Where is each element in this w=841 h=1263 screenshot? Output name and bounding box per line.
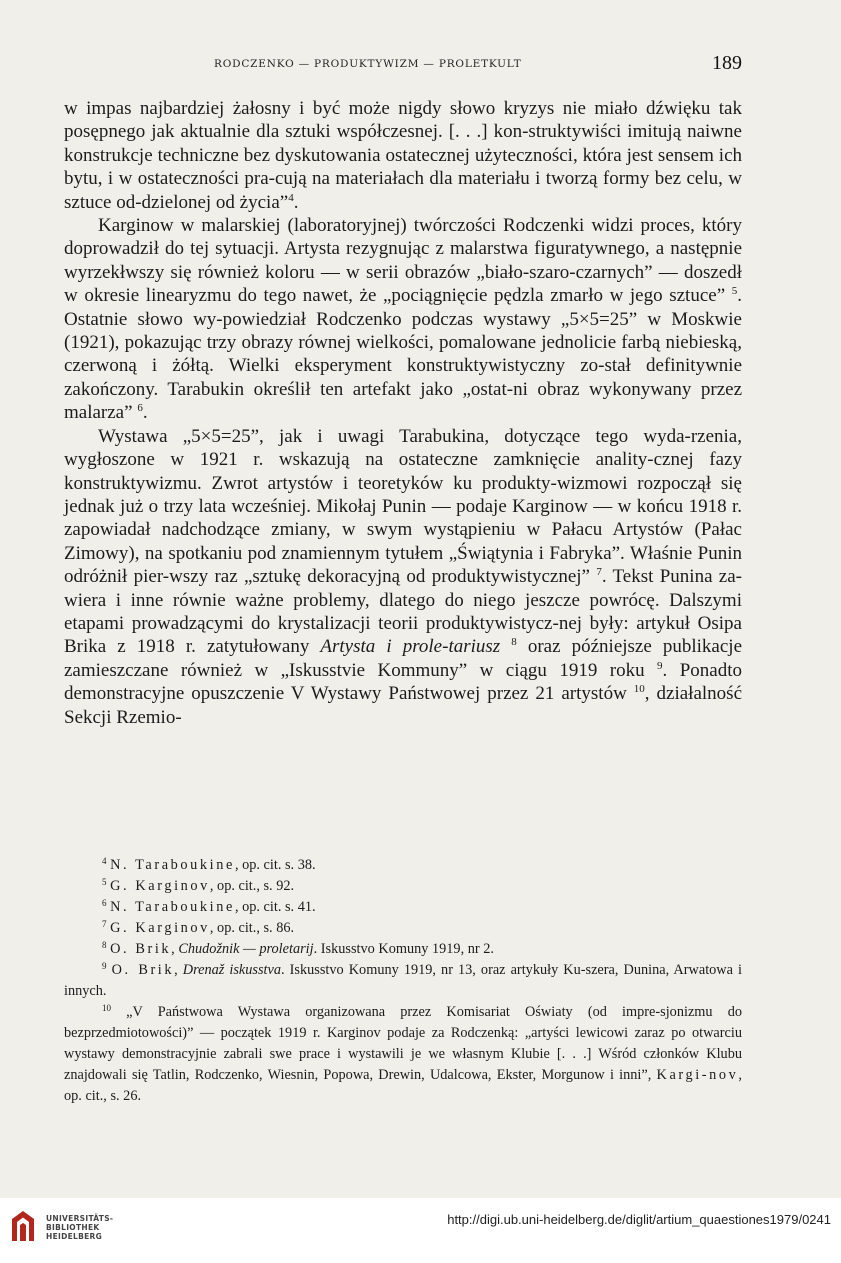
text-run: . Ostatnie słowo wy-powiedział Rodczenko podczas wystawy „5×5=25” w Moskwie (1921), pokazując trzy obrazy równej wielkości, pomalowane jednolicie farbą niebieską, czerwoną i żółtą. Wielki eksperyment konstruktywistyczny zo-stał definitywnie zakończony. Tarabukin określił ten artefakt jako „ostat-ni obraz wykonywany przez malarza” — [64, 285, 742, 424]
footnote-6 — [64, 897, 742, 918]
library-name-line: HEIDELBERG — [46, 1232, 103, 1241]
footnote-text: . Iskusstvo Komuny 1919, nr 13, oraz artykuły Ku-szera, Dunina, Arwatowa i innych. — [64, 962, 743, 999]
footnotes — [64, 855, 742, 1107]
footnote-4 — [64, 855, 742, 876]
footnote-title: Chudožnik — proletarij — [178, 941, 314, 957]
footnote-ref: 8 — [511, 636, 517, 649]
main-text — [64, 97, 742, 729]
footnote-author: N. Taraboukine — [110, 899, 235, 915]
text-run: , działalność Sekcji Rzemio- — [64, 683, 743, 728]
text-run: w impas najbardziej żałosny i być może nigdy słowo kryzys nie miało dźwięku tak posępnego jak aktualnie dla sztuki współczesnej. [. . .] kon-struktywiści imitują naiwne konstrukcje techniczne bez dyskutowania ostatecznej użyteczności, która jest sensem ich bytu, i w ostateczności pra-cują na materiałach dla materiału i tworzą formy bez celu, w sztuce od-dzielonej od życia” — [64, 98, 742, 213]
footnote-author: G. Karginov — [110, 920, 210, 936]
footnote-7 — [64, 918, 742, 939]
footnote-ref: 5 — [731, 285, 738, 298]
text-run: Karginow w malarskiej (laboratoryjnej) twórczości Rodczenki widzi proces, który doprowadził do tej sytuacji. Artysta rezygnując z malarstwa figuratywnego, a następnie wyrzekłwszy się również koloru — w serii obrazów „biało-szaro-czarnych” — doszedł w okresie linearyzmu do tego nawet, że „pociągnięcie pędzla zmarło w jego sztuce” — [64, 215, 742, 307]
footnote-number: 6 — [102, 898, 107, 908]
footnote-text: , op. cit., s. 26. — [64, 1067, 742, 1104]
footnote-author: N. Taraboukine — [110, 857, 235, 873]
footnote-number: 10 — [102, 1003, 111, 1013]
text-run: . — [142, 402, 148, 424]
footnote-separator: , — [171, 941, 179, 957]
footnote-ref: 6 — [137, 402, 143, 415]
footnote-author: G. Karginov — [110, 878, 210, 894]
footnote-9 — [64, 960, 742, 1002]
footnote-ref: 9 — [657, 659, 663, 672]
footnote-5 — [64, 876, 742, 897]
paragraph-2 — [64, 214, 742, 425]
library-name — [46, 1214, 113, 1241]
text-run: Wystawa „5×5=25”, jak i uwagi Tarabukina, dotyczące tego wyda-rzenia, wygłoszone w 1921 r. wskazują na ostateczne zamknięcie anality-cznej fazy konstruktywizmu. Zwrot artystów i teoretyków ku produkty-wizmowi rozpoczął się jednak już o trzy lata wcześniej. Mikołaj Punin — podaje Karginow — w końcu 1918 r. zapowiadał nadchodzące zmiany, w swym wystąpieniu w Pałacu Artystów (Pałac Zimowy), na spotkaniu pod znamiennym tytułem „Świątynia i Fabryka”. Właśnie Punin odróżnił pier-wszy raz „sztukę dekoracyjną od produktywistycznej” — [64, 425, 742, 588]
footnote-number: 9 — [102, 961, 107, 971]
paragraph-3 — [64, 425, 742, 729]
footnote-author: O. Brik — [111, 962, 175, 978]
text-run: oraz późniejsze publikacje zamieszczane również w „Iskusstvie Kommuny” w ciągu 1919 roku — [64, 636, 743, 681]
footnote-title: Drenaž iskusstva — [182, 962, 282, 978]
logo-shape — [20, 1223, 26, 1241]
footnote-8 — [64, 939, 742, 960]
footnote-text: , op. cit., s. 86. — [209, 920, 295, 936]
footnote-author: Kargi-nov — [656, 1067, 739, 1083]
footnote-ref: 10 — [633, 683, 645, 696]
footnote-text: , op. cit. s. 38. — [234, 857, 316, 873]
footnote-10 — [64, 1002, 742, 1107]
footnote-ref: 4 — [288, 191, 294, 204]
paragraph-1 — [64, 97, 742, 214]
footnote-separator: , — [174, 962, 183, 978]
footnote-number: 5 — [102, 877, 107, 887]
footnote-text: , op. cit. s. 41. — [234, 899, 316, 915]
text-run: . Tekst Punina za-wiera i inne równie ważne problemy, dlatego do niego jeszcze powrócę. Dalszymi etapami prowadzącymi do krystalizacji teorii produktywistycz-nej były: artykuł Osipa Brika z 1918 r. zatytułowany — [64, 566, 743, 658]
page-header — [64, 52, 742, 76]
footnote-text: . Iskusstvo Komuny 1919, nr 2. — [313, 941, 494, 957]
title-italic: Artysta i prole-tariusz — [320, 636, 501, 658]
footnote-text: , op. cit., s. 92. — [209, 878, 295, 894]
footnote-ref: 7 — [596, 566, 602, 579]
footnote-author: O. Brik — [110, 941, 172, 957]
footnote-number: 8 — [102, 940, 107, 950]
library-name-line: UNIVERSITÄTS- — [46, 1214, 114, 1223]
library-name-line: BIBLIOTHEK — [46, 1223, 100, 1232]
footnote-text: „V Państwowa Wystawa organizowana przez Komisariat Oświaty (od impre-sjonizmu do bezprzedmiotowości)” — początek 1919 r. Karginov podaje za Rodczenką: „artyści lewicowi zaraz po otwarciu wystawy demonstracyjnie zabrali swe prace i wystawili je we własnym Klubie [. . .] Wśród członków Klubu znajdowali się Tatlin, Rodczenko, Wiesnin, Popowa, Drewin, Udalcowa, Ekster, Morgunow i inni”, — [64, 1004, 743, 1083]
page-number: 189 — [712, 52, 742, 74]
footnote-number: 4 — [102, 856, 107, 866]
library-logo-icon — [10, 1209, 36, 1243]
running-head: RODCZENKO — PRODUKTYWIZM — PROLETKULT — [214, 58, 522, 70]
footnote-number: 7 — [102, 919, 107, 929]
source-url-link[interactable]: http://digi.ub.uni-heidelberg.de/diglit/artium_quaestiones1979/0241 — [447, 1212, 831, 1227]
viewer-footer — [0, 1198, 841, 1263]
text-run: . Ponadto demonstracyjne opuszczenie V Wystawy Państwowej przez 21 artystów — [64, 659, 743, 705]
text-run: . — [293, 191, 299, 213]
